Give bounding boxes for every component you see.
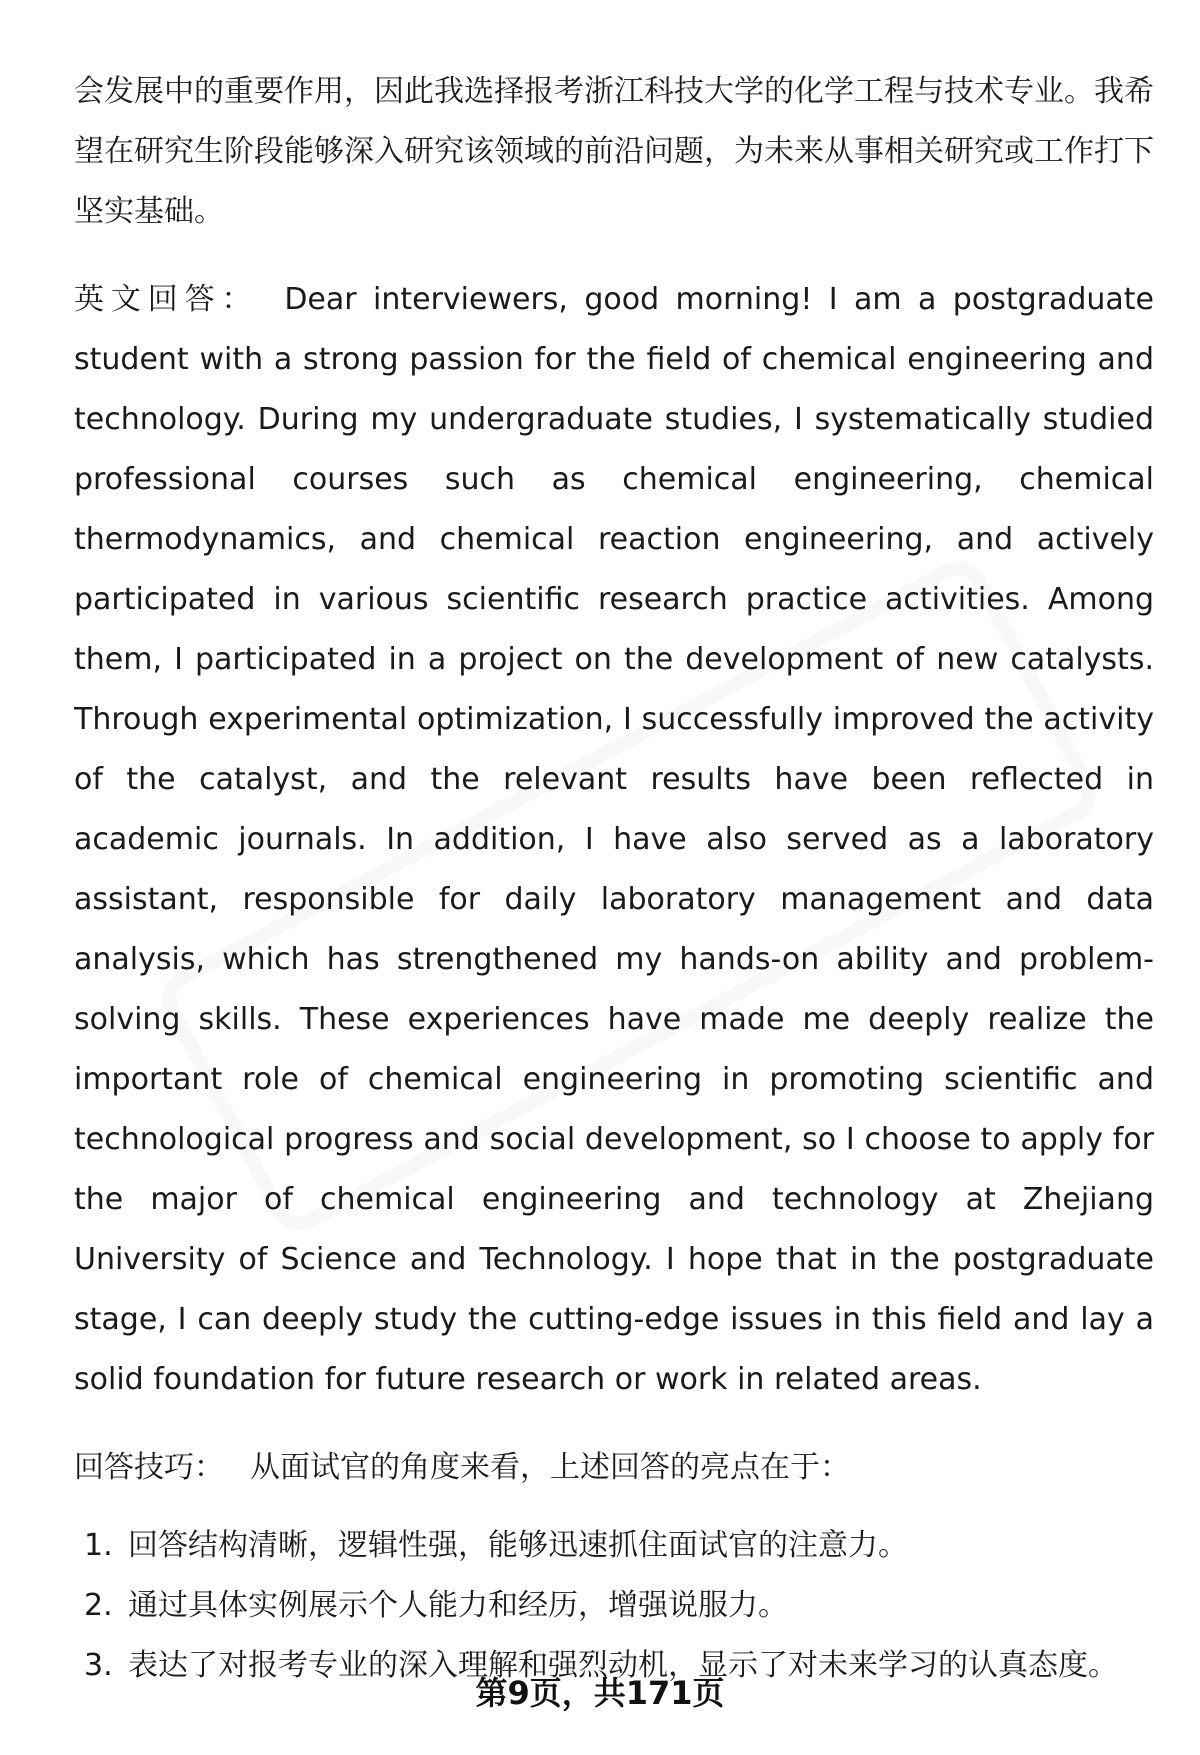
tips-intro: 从面试官的角度来看，上述回答的亮点在于： xyxy=(250,1450,850,1485)
intro-paragraph: 会发展中的重要作用，因此我选择报考浙江科技大学的化学工程与技术专业。我希望在研究生阶段能够深入研究该领域的前沿问题，为未来从事相关研究或工作打下坚实基础。 xyxy=(74,74,1154,229)
tips-item-number: 1. xyxy=(84,1528,113,1563)
tips-list-item xyxy=(74,1576,1154,1636)
tips-list-item xyxy=(74,1516,1154,1576)
page-number-footer: 第9页，共171页 xyxy=(475,1674,725,1712)
english-answer-paragraph xyxy=(74,270,1154,1410)
english-answer-label: 英文回答： xyxy=(74,282,259,317)
english-answer-text: Dear interviewers, good morning! I am a postgraduate student with a strong passion for the field of chemical engineering and technology. During my undergraduate studies, I systematically studied professional courses such as chemical engineering, chemical thermodynamics, and chemical reaction engineering, and actively participated in various scientific research practice activities. Among them, I participated in a project on the development of new catalysts. Through experimental optimization, I successfully improved the activity of the catalyst, and the relevant results have been reflected in academic journals. In addition, I have also served as a laboratory assistant, responsible for daily laboratory management and data analysis, which has strengthened my hands-on ability and problem-solving skills. These experiences have made me deeply realize the important role of chemical engineering in promoting scientific and technological progress and social development, so I choose to apply for the major of chemical engineering and technology at Zhejiang University of Science and Technology. I hope that in the postgraduate stage, I can deeply study the cutting-edge issues in this field and lay a solid foundation for future research or work in related areas. xyxy=(74,282,1155,1397)
tips-label: 回答技巧： xyxy=(74,1450,224,1485)
page-content xyxy=(74,62,1154,1696)
tips-heading xyxy=(74,1438,1154,1498)
tips-item-text: 通过具体实例展示个人能力和经历，增强说服力。 xyxy=(128,1588,788,1623)
tips-item-text: 表达了对报考专业的深入理解和强烈动机，显示了对未来学习的认真态度。 xyxy=(128,1648,1118,1683)
tips-item-number: 2. xyxy=(84,1588,113,1623)
tips-item-text: 回答结构清晰，逻辑性强，能够迅速抓住面试官的注意力。 xyxy=(128,1528,908,1563)
tips-item-number: 3. xyxy=(84,1648,113,1683)
